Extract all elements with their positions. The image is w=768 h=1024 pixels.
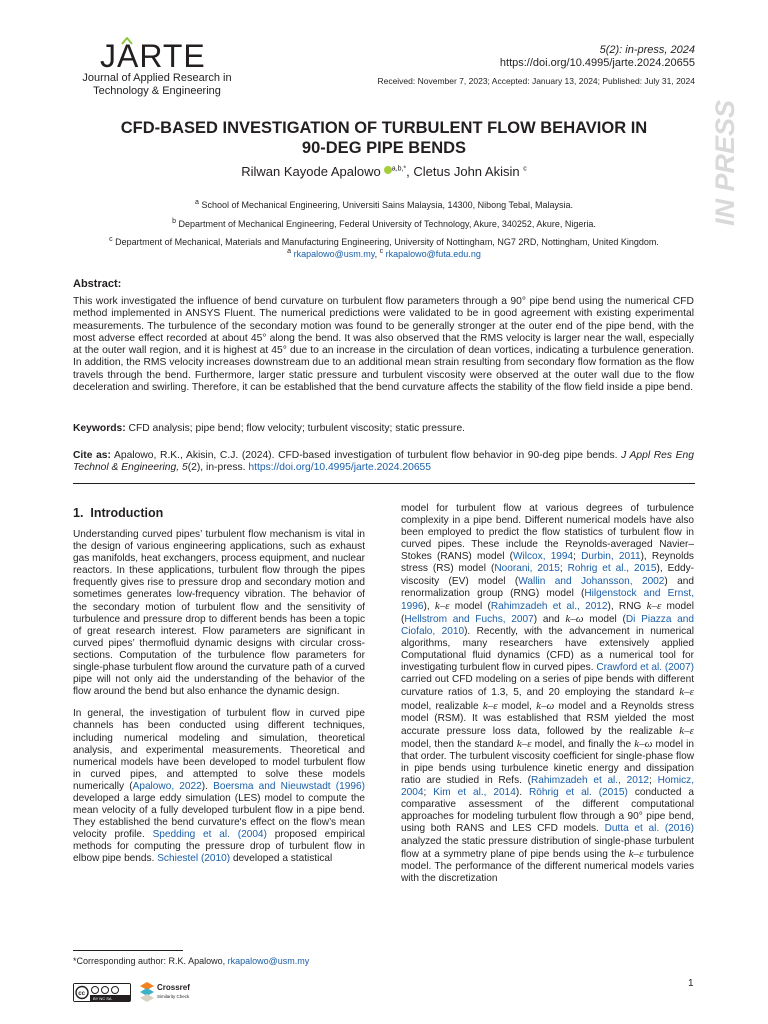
article-dates: Received: November 7, 2023; Accepted: January 13, 2024; Published: July 31, 2024 xyxy=(377,76,695,86)
abstract-heading: Abstract: xyxy=(73,278,122,290)
citation xyxy=(73,450,694,475)
reference-link[interactable]: Rohrig et al., 2015 xyxy=(567,563,657,575)
reference-link[interactable]: Schiestel (2010) xyxy=(157,853,231,865)
logo-accent-icon xyxy=(121,37,133,45)
affiliation-sup: a xyxy=(195,199,199,206)
paragraph xyxy=(401,503,694,885)
text-run: model ( xyxy=(449,600,491,612)
header-doi[interactable]: https://doi.org/10.4995/jarte.2024.20655 xyxy=(499,57,695,69)
text-run: developed a statistical xyxy=(230,853,333,865)
cc-icon xyxy=(74,984,130,1001)
footnote-email-link[interactable]: rkapalowo@usm.my xyxy=(227,956,310,966)
title-line-1: CFD-BASED INVESTIGATION OF TURBULENT FLOW BEHAVIOR IN xyxy=(120,119,648,137)
orcid-icon[interactable] xyxy=(384,166,392,174)
issue-text: 5(2): in-press, 2024 xyxy=(599,44,695,56)
text-run: carried out CFD modeling on a series of pipe bends with different curvature ratios of 1.3, 5, and 20 employing the standard xyxy=(401,674,694,699)
journal-name: Journal of Applied Research in Technology & Engineering xyxy=(82,72,232,97)
paragraph xyxy=(73,708,365,865)
reference-link[interactable]: Rahimzadeh et al., 2012 xyxy=(490,600,608,612)
math-k-epsilon: k–ε xyxy=(516,737,532,750)
text-run: model ( xyxy=(583,613,626,625)
issue-info xyxy=(600,44,695,57)
text-run: conducted a comparative assessment of the different computational approaches for modeling turbulent flow through a 90° pipe bend, using both RANS and LES CFD models. xyxy=(401,787,695,835)
crossref-similarity-badge[interactable] xyxy=(138,978,198,1008)
affiliation-text: Department of Mechanical, Materials and Manufacturing Engineering, University of Nottingham, NG7 2RD, Nottingham, United Kingdom. xyxy=(115,237,659,247)
text-run: ; xyxy=(559,563,568,575)
affiliation-text: School of Mechanical Engineering, Universiti Sains Malaysia, 14300, Nibong Tebal, Malaysia. xyxy=(201,200,573,210)
reference-link[interactable]: Wallin and Johansson, 2002 xyxy=(518,575,665,587)
author-emails xyxy=(60,248,708,259)
reference-link[interactable]: Dutta et al. (2016) xyxy=(604,823,694,835)
text-run: model, xyxy=(497,700,537,712)
paper-title xyxy=(70,118,698,158)
text-run: In general, the investigation of turbulent flow in curved pipe channels has been conducted using different techniques, including numerical modeling and simulation, theoretical analysis, and experimental measurements. Theoretical and numerical models have been developed to model turbulent flow in curved pipes, and attempted to solve these models numerically ( xyxy=(73,708,365,792)
math-k-epsilon: k–ε xyxy=(628,847,644,860)
affiliation-sup: b xyxy=(172,217,176,225)
math-k-omega: k–ω xyxy=(634,737,653,750)
text-run: ). xyxy=(201,780,214,792)
math-k-epsilon: k–ε xyxy=(679,724,694,737)
reference-link[interactable]: Kim et al., 2014 xyxy=(433,787,516,799)
affiliation-b xyxy=(60,214,708,233)
text-run: model in that order. The turbulent viscosity coefficient for single-phase flow in pipe bends using turbulence kinetic energy and dissipation ratio are studied in Refs. ( xyxy=(401,738,694,787)
math-k-epsilon: k–ε xyxy=(646,599,662,612)
keywords-label: Keywords: xyxy=(73,423,126,434)
text-run: model, then the standard xyxy=(401,738,517,750)
text-run: ), RNG xyxy=(607,600,647,612)
reference-link[interactable]: Apalowo, 2022 xyxy=(132,780,202,792)
author-separator: , xyxy=(406,164,414,179)
reference-link[interactable]: Di Piazza and Ciofalo, 2010 xyxy=(401,613,695,637)
affiliations xyxy=(60,195,708,251)
author-1-affil: a,b,* xyxy=(391,165,407,173)
text-run: ; xyxy=(649,775,658,787)
crossref-sub: Similarity Check xyxy=(157,994,190,999)
right-column xyxy=(401,503,694,885)
in-press-text: IN PRESS xyxy=(710,99,740,226)
math-k-epsilon: k–ε xyxy=(434,599,450,612)
email-sup: c xyxy=(379,248,384,255)
section-number: 1. xyxy=(73,506,84,520)
affiliation-text: Department of Mechanical Engineering, Federal University of Technology, Akure, 340252, Akure, Nigeria. xyxy=(178,218,596,229)
svg-text:cc: cc xyxy=(78,991,85,997)
cite-volume: 5 xyxy=(181,462,188,474)
cite-doi-link[interactable]: https://doi.org/10.4995/jarte.2024.20655 xyxy=(248,462,432,474)
text-run: ). Recently, with the advancement in numerical algorithms, many researchers have extensively applied Computational fluid dynamics (CFD) as a numerical tool for investigating turbulent flow in curved pipes. xyxy=(401,625,695,674)
text-run: ) and renormalization group (RNG) model ( xyxy=(401,575,694,599)
divider xyxy=(73,483,695,484)
footnote-divider xyxy=(73,950,183,951)
section-title: Introduction xyxy=(90,506,164,520)
email-separator: , xyxy=(374,249,380,259)
reference-link[interactable]: Rahimzadeh et al., 2012 xyxy=(530,775,650,787)
text-run: model ( xyxy=(401,600,694,625)
math-k-omega: k–ω xyxy=(565,612,584,625)
cite-journal: J Appl Res Eng Technol & Engineering, xyxy=(73,450,694,474)
text-run: ; xyxy=(573,551,582,563)
paragraph: Understanding curved pipes’ turbulent flow mechanism is vital in the design of various engineering applications, such as exhaust gas manifolds, heat exchangers, process equipment, and nuclear reactors. In these applications, turbulent flow through the pipes frequently gives rise to pressure drop and secondary motion and sometimes generates low-frequency vibration. The behavior of the secondary motion of turbulent flow and the sensitivity of turbulence and pressure drop to different bends has been a topic of great research interest. Flow parameters are significant in curved pipes’ thermofluid dynamic designs with circular cross-sections. Computation of the turbulence flow parameters for single-phase turbulent flow around the curvature path of a curved pipe will not only aid the understanding of the behavior of the flow around the bend but also enhance the dynamic design. xyxy=(73,529,365,698)
reference-link[interactable]: Crawford et al. (2007) xyxy=(596,662,694,674)
reference-link[interactable]: Homicz, 2004 xyxy=(401,775,695,799)
text-run: model, and finally the xyxy=(531,738,635,750)
reference-link[interactable]: Spedding et al. (2004) xyxy=(152,829,267,841)
reference-link[interactable]: Wilcox, 1994 xyxy=(513,551,574,563)
section-heading xyxy=(73,506,163,520)
cite-label: Cite as: xyxy=(73,450,111,461)
logo-text: JARTE xyxy=(100,38,206,74)
cite-issue: (2), in-press. xyxy=(187,462,246,474)
text-run: model and a Reynolds stress model (RSM). It was established that RSM yielded the most accurate pressure loss data, followed by the realizable xyxy=(401,700,695,737)
text-run: model, realizable xyxy=(401,700,483,712)
author-2[interactable]: Cletus John Akisin xyxy=(413,164,520,179)
text-run: developed a large eddy simulation (LES) model to compute the mean velocity of a fully developed turbulent flow in a pipe bend. They established the bend curvature's effect on the flow’s mean velocity profile. xyxy=(73,792,365,841)
text-run: ), xyxy=(423,600,435,612)
math-k-omega: k–ω xyxy=(536,699,555,712)
reference-link[interactable]: Röhrig et al. (2015) xyxy=(529,787,628,799)
email-sup: a xyxy=(287,248,292,255)
text-run: ), Reynolds stress (RS) model ( xyxy=(401,551,694,575)
math-k-epsilon: k–ε xyxy=(482,699,498,712)
text-run: analyzed the static pressure distribution of single-phase turbulent flow at a symmetry plane of pipe bends using the xyxy=(401,835,694,860)
text-run: proposed empirical methods for computing the pressure drop of turbulent flow in elbow pipe bends. xyxy=(73,829,366,865)
text-run: ) and xyxy=(533,613,566,625)
abstract-text: This work investigated the influence of bend curvature on turbulent flow parameters through a 90° pipe bend using the numerical CFD method implemented in ANSYS Fluent. The numerical predictions were validated to be in good agreement with existing experimental measurements. The turbulence of the secondary motion was found to be generally stronger at the outer end of the pipe bend, with the most adverse effect recorded at about 45° along the bend. It was also observed that the RMS velocity is larger near the wall, especially at the outer wall region, and it is highest at 45° due to an increase in the circulation of dean vortices, indicating a turbulence generation. In addition, the RMS velocity increases downstream due to an additional mean strain resulting from secondary flow formation as the flow travels through the bend. Furthermore, larger static pressure and turbulent viscosity were observed at the outer wall due to the flow deceleration and swirling. Therefore, it can be established that the bend curvature affects the stability of the flow field inside a pipe bend. xyxy=(73,296,694,394)
title-line-2: 90-DEG PIPE BENDS xyxy=(301,139,467,157)
crossref-label: Crossref xyxy=(157,983,190,992)
email-link-1[interactable]: rkapalowo@usm.my xyxy=(293,249,375,259)
affiliation-sup: c xyxy=(109,236,113,243)
text-run: turbulence model. The performance of the different numerical models varies with the discretization xyxy=(401,848,694,884)
author-1[interactable]: Rilwan Kayode Apalowo xyxy=(241,164,381,179)
math-k-epsilon: k–ε xyxy=(679,686,694,699)
text-run: model for turbulent flow at various degrees of turbulence complexity in a pipe bend. Different numerical models have also been employed to predict the flow statistics of turbulent flow in curved pipes. These include the Reynolds-averaged Navier–Stokes (RANS) model ( xyxy=(401,503,694,563)
keywords-text: CFD analysis; pipe bend; flow velocity; turbulent viscosity; static pressure. xyxy=(128,423,466,434)
left-column xyxy=(73,529,365,866)
reference-link[interactable]: Durbin, 2011 xyxy=(581,551,641,563)
email-link-2[interactable]: rkapalowo@futa.edu.ng xyxy=(385,249,481,259)
journal-logo xyxy=(100,40,206,72)
reference-link[interactable]: Hilgenstock and Ernst, 1996 xyxy=(401,587,694,612)
affiliation-a xyxy=(60,195,708,214)
cite-text: Apalowo, R.K., Akisin, C.J. (2024). CFD-based investigation of turbulent flow behavior in 90-deg pipe bends. xyxy=(114,450,618,461)
page-number: 1 xyxy=(688,978,694,989)
cc-label: BY NC SA xyxy=(93,996,112,1001)
corresponding-author-note xyxy=(73,956,309,966)
text-run: ; xyxy=(423,787,434,799)
author-2-affil: c xyxy=(523,165,527,173)
text-run: ), Eddy-viscosity (EV) model ( xyxy=(401,563,694,587)
cc-license-badge[interactable] xyxy=(73,983,131,1002)
reference-link[interactable]: Boersma and Nieuwstadt (1996) xyxy=(213,780,365,792)
keywords xyxy=(73,423,694,434)
reference-link[interactable]: Noorani, 2015 xyxy=(494,563,560,575)
footnote-text: *Corresponding author: R.K. Apalowo, xyxy=(73,956,228,966)
text-run: ). xyxy=(515,787,529,799)
reference-link[interactable]: Hellstrom and Fuchs, 2007 xyxy=(404,613,534,625)
author-list xyxy=(70,164,698,179)
